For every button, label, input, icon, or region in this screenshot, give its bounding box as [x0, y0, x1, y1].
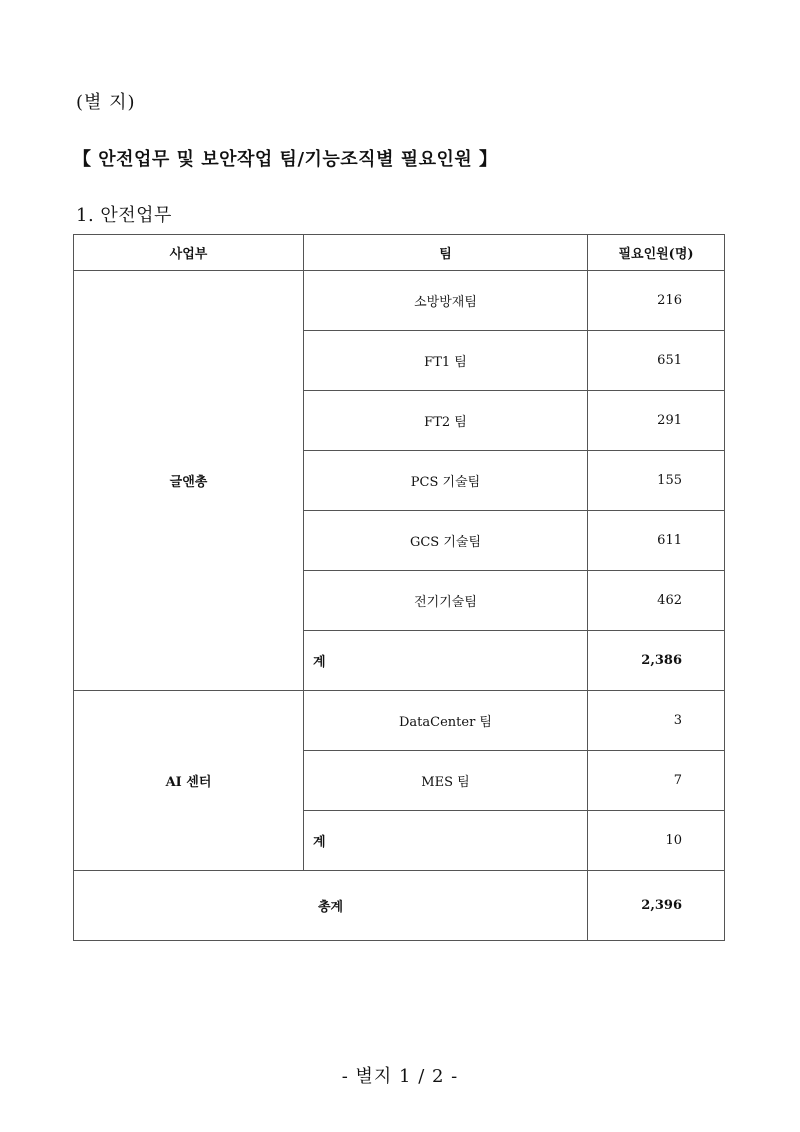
staff-count-cell: 7	[588, 751, 725, 811]
grand-total-label: 총계	[74, 871, 588, 941]
team-cell: 전기기술팀	[304, 571, 588, 631]
document-title: 【 안전업무 및 보안작업 팀/기능조직별 필요인원 】	[73, 149, 498, 170]
subtotal-label: 계	[304, 811, 588, 871]
column-header-team: 팀	[304, 235, 588, 271]
staff-count-cell: 462	[588, 571, 725, 631]
column-header-required-staff: 필요인원(명)	[588, 235, 725, 271]
division-cell: AI 센터	[74, 691, 304, 871]
subtotal-label: 계	[304, 631, 588, 691]
staff-count-cell: 3	[588, 691, 725, 751]
team-cell: PCS 기술팀	[304, 451, 588, 511]
table-row	[74, 271, 725, 331]
staff-count-cell: 216	[588, 271, 725, 331]
appendix-label: (별 지)	[76, 92, 136, 113]
team-cell: DataCenter 팀	[304, 691, 588, 751]
subtotal-value: 10	[588, 811, 725, 871]
staffing-table	[73, 234, 725, 941]
grand-total-value: 2,396	[588, 871, 725, 941]
division-cell: 글앤총	[74, 271, 304, 691]
team-cell: 소방방재팀	[304, 271, 588, 331]
table-row	[74, 691, 725, 751]
staff-count-cell: 651	[588, 331, 725, 391]
table-header-row	[74, 235, 725, 271]
team-cell: FT1 팀	[304, 331, 588, 391]
subtotal-value: 2,386	[588, 631, 725, 691]
staff-count-cell: 291	[588, 391, 725, 451]
staff-count-cell: 155	[588, 451, 725, 511]
page-footer: - 별지 1 / 2 -	[341, 1066, 459, 1087]
team-cell: GCS 기술팀	[304, 511, 588, 571]
column-header-division: 사업부	[74, 235, 304, 271]
grand-total-row	[74, 871, 725, 941]
team-cell: FT2 팀	[304, 391, 588, 451]
team-cell: MES 팀	[304, 751, 588, 811]
staff-count-cell: 611	[588, 511, 725, 571]
section-heading: 1. 안전업무	[76, 205, 172, 226]
